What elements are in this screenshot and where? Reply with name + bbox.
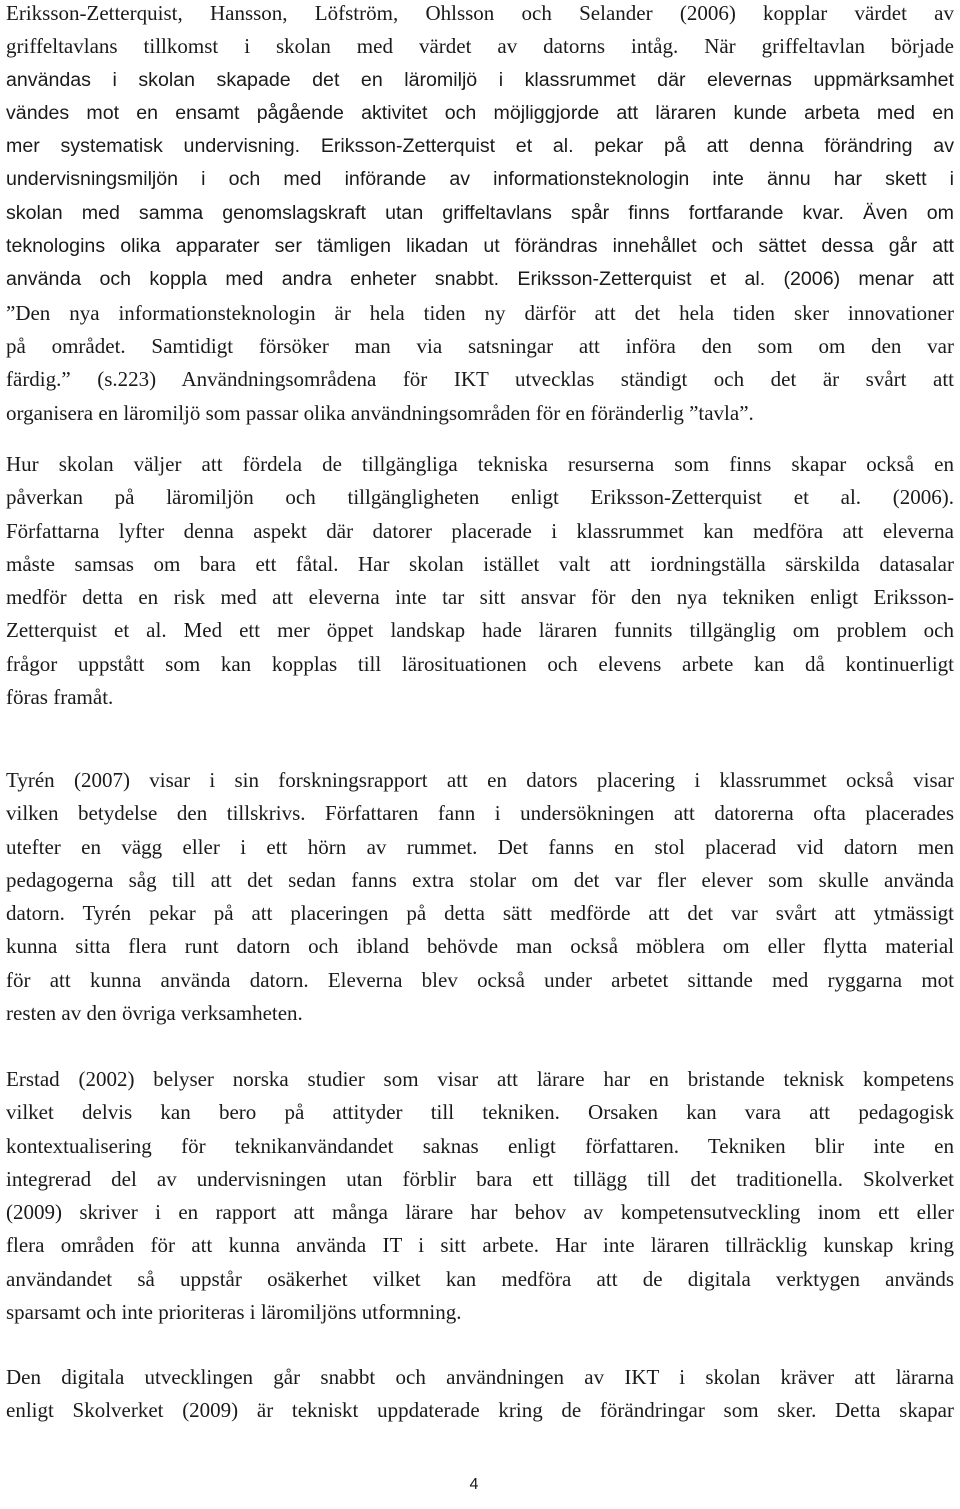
- text-line: teknologins olika apparater ser tämligen likadan ut förändras innehållet och sättet dessa går att: [6, 235, 954, 258]
- text-line: ”Den nya informationsteknologin är hela tiden ny därför att det hela tiden sker innovationer: [6, 300, 954, 325]
- text-line: användas i skolan skapade det en läromiljö i klassrummet där elevernas uppmärksamhet: [6, 68, 954, 91]
- text-line: måste samsas om bara ett fåtal. Har skolan istället valt att iordningställa särskilda datasalar: [6, 551, 954, 576]
- text-line: vilken betydelse den tillskrivs. Författaren fann i undersökningen att datorerna ofta placerades: [6, 801, 954, 826]
- text-line: enligt Skolverket (2009) är tekniskt uppdaterade kring de förändringar som sker. Detta skapar: [6, 1398, 954, 1423]
- text-line: Eriksson-Zetterquist, Hansson, Löfström, Ohlsson och Selander (2006) kopplar värdet av: [6, 1, 954, 25]
- text-line: Erstad (2002) belyser norska studier som visar att lärare har en bristande teknisk kompetens: [6, 1067, 954, 1091]
- text-line: Tyrén (2007) visar i sin forskningsrapport att en dators placering i klassrummet också visar: [6, 768, 954, 792]
- text-line: datorn. Tyrén pekar på att placeringen på detta sätt medförde att det var svårt att ytmässigt: [6, 901, 954, 926]
- text-line: griffeltavlans tillkomst i skolan med värdet av datorns intåg. När griffeltavlan började: [6, 34, 954, 59]
- document-page: [6, 0, 954, 1509]
- text-line: medför detta en risk med att eleverna inte tar sitt ansvar för den nya tekniken enligt Eriksson-: [6, 585, 954, 610]
- paragraph-5: [6, 1361, 954, 1428]
- text-line: använda och koppla med andra enheter snabbt. Eriksson-Zetterquist et al. (2006) menar att: [6, 268, 954, 291]
- text-line: kontextualisering för teknikanvändandet saknas enligt författaren. Tekniken blir inte en: [6, 1133, 954, 1158]
- text-line: vilket delvis kan bero på attityder till tekniken. Orsaken kan vara att pedagogisk: [6, 1100, 954, 1125]
- text-line: utefter en vägg eller i ett hörn av rummet. Det fanns en stol placerad vid datorn men: [6, 834, 954, 859]
- text-line: Författarna lyfter denna aspekt där datorer placerade i klassrummet kan medföra att eleverna: [6, 518, 954, 543]
- text-line: undervisningsmiljön i och med införande av informationsteknologin inte ännu har skett i: [6, 168, 954, 191]
- text-line: organisera en läromiljö som passar olika användningsområden för en föränderlig ”tavla”.: [6, 400, 754, 425]
- text-line: kunna sitta flera runt datorn och ibland behövde man också möblera om eller flytta material: [6, 934, 954, 959]
- paragraph-4: [6, 1063, 954, 1329]
- text-line: pedagogerna såg till att det sedan fanns extra stolar om det var fler elever som skulle använda: [6, 867, 954, 892]
- text-line: (2009) skriver i en rapport att många lärare har behov av kompetensutveckling inom ett eller: [6, 1200, 954, 1225]
- text-line: föras framåt.: [6, 685, 114, 710]
- text-line: på området. Samtidigt försöker man via satsningar att införa den som om den var: [6, 333, 954, 358]
- text-line: påverkan på läromiljön och tillgängligheten enligt Eriksson-Zetterquist et al. (2006).: [6, 485, 954, 510]
- paragraph-3: [6, 764, 954, 1030]
- text-line: Den digitala utvecklingen går snabbt och användningen av IKT i skolan kräver att lärarna: [6, 1365, 954, 1389]
- text-line: Zetterquist et al. Med ett mer öppet landskap hade läraren funnits tillgänglig om problem och: [6, 618, 954, 643]
- text-line: färdig.” (s.223) Användningsområdena för IKT utvecklas ständigt och det är svårt att: [6, 367, 954, 392]
- text-line: resten av den övriga verksamheten.: [6, 1001, 303, 1026]
- paragraph-1: [6, 0, 954, 430]
- text-line: flera områden för att kunna använda IT i sitt arbete. Har inte läraren tillräcklig kunskap kring: [6, 1233, 954, 1258]
- text-line: integrerad del av undervisningen utan förblir bara ett tillägg till det traditionella. Skolverket: [6, 1166, 954, 1191]
- text-line: användandet så uppstår osäkerhet vilket kan medföra att de digitala verktygen används: [6, 1266, 954, 1291]
- text-line: skolan med samma genomslagskraft utan griffeltavlans spår finns fortfarande kvar. Även om: [6, 201, 954, 224]
- text-line: sparsamt och inte prioriteras i läromiljöns utformning.: [6, 1300, 462, 1325]
- text-line: frågor uppstått som kan kopplas till lärosituationen och elevens arbete kan då kontinuerligt: [6, 651, 954, 676]
- text-line: mer systematisk undervisning. Eriksson-Zetterquist et al. pekar på att denna förändring av: [6, 135, 954, 158]
- text-line: Hur skolan väljer att fördela de tillgängliga tekniska resurserna som finns skapar också en: [6, 452, 954, 476]
- paragraph-2: [6, 448, 954, 714]
- text-line: vändes mot en ensamt pågående aktivitet och möjliggjorde att läraren kunde arbeta med en: [6, 101, 954, 124]
- page-number: 4: [469, 1476, 479, 1493]
- text-line: för att kunna använda datorn. Eleverna blev också under arbetet sittande med ryggarna mot: [6, 967, 954, 992]
